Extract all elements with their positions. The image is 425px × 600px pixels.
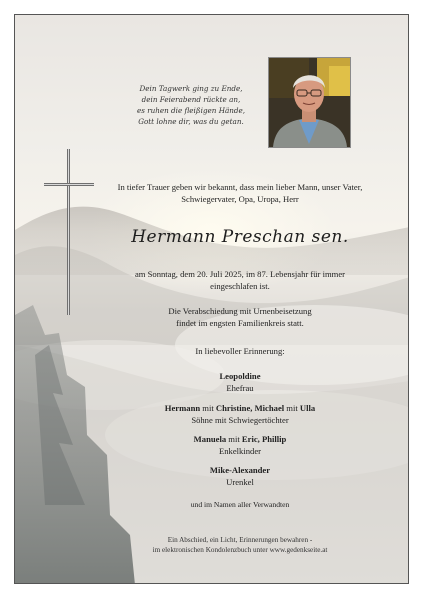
deceased-name: Hermann Preschan sen.	[131, 227, 349, 247]
farewell-notice: Die Verabschiedung mit Urnenbeisetzung findet im engsten Familienkreis statt.	[168, 306, 312, 328]
condolence-footer: Ein Abschied, ein Licht, Erinnerungen bewahren - im elektronischen Kondolenzbuch unter www.gedenkseite.at	[152, 536, 328, 554]
memorial-poem	[111, 83, 271, 127]
obituary-card	[14, 14, 409, 584]
poem-line: Dein Tagwerk ging zu Ende,	[139, 84, 243, 93]
mourner-sons: Hermann mit Christine, Michael mit Ulla Söhne mit Schwiegertöchter	[164, 403, 316, 425]
mourner-grandchildren: Manuela mit Eric, Phillip Enkelkinder	[193, 434, 287, 456]
all-relatives: und im Namen aller Verwandten	[190, 500, 290, 509]
death-notice: am Sonntag, dem 20. Juli 2025, im 87. Lebensjahr für immer eingeschlafen ist.	[134, 269, 346, 291]
portrait-photo	[268, 57, 351, 148]
poem-line: Gott lohne dir, was du getan.	[138, 117, 244, 126]
intro-text: In tiefer Trauer geben wir bekannt, dass mein lieber Mann, unser Vater, Schwiegervater, Opa, Uropa, Herr	[117, 182, 363, 204]
memory-heading: In liebevoller Erinnerung:	[195, 346, 285, 356]
mourner-wife: Leopoldine Ehefrau	[219, 371, 261, 393]
mourner-great-grandchild: Mike-Alexander Urenkel	[209, 465, 271, 487]
poem-line: es ruhen die fleißigen Hände,	[136, 106, 246, 115]
poem-line: dein Feierabend rückte an,	[141, 95, 241, 104]
